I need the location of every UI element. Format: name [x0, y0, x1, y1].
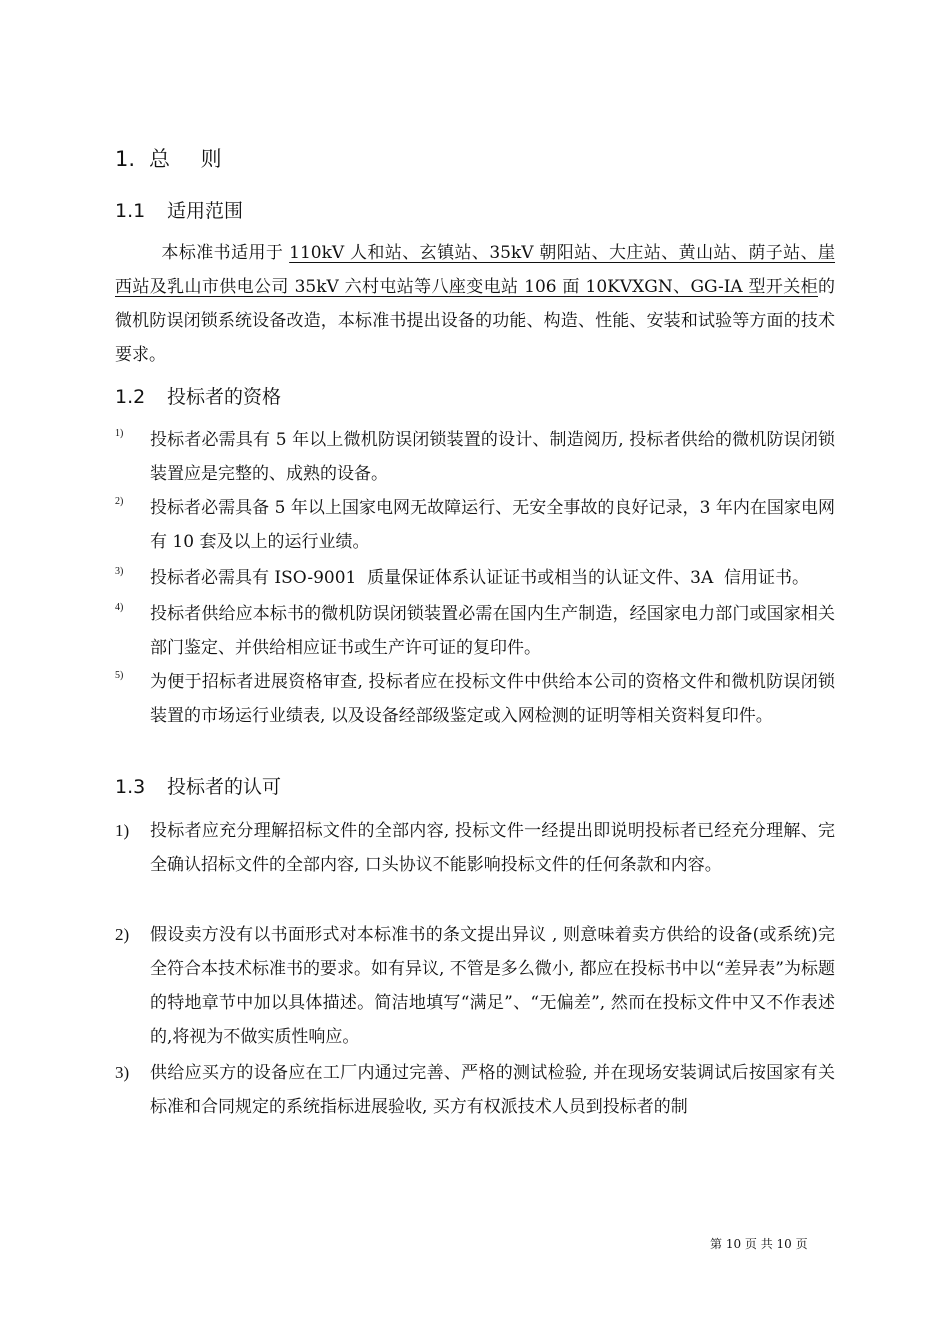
list-marker: 3) [115, 566, 124, 577]
scope-underlined-text: 110kV 人和站、玄镇站、35kV 朝阳站、大庄站、黄山站、荫子站、崖西站及乳山市供电公司 35kV 六村屯站等八座变电站 106 面 10KVXGN、GG-IA 型开关柜 [115, 243, 836, 297]
qualification-item [115, 491, 835, 559]
list-marker: 2) [115, 496, 124, 507]
qualification-item [115, 597, 835, 665]
approval-item [115, 814, 835, 882]
section-number: 1.3 [115, 776, 146, 798]
qualification-item [115, 665, 835, 733]
page-footer: 第 10 页 共 10 页 [710, 1237, 808, 1251]
section-1-3-heading [115, 772, 281, 799]
section-title: 适用范围 [167, 200, 244, 222]
qualification-text: 投标者供给应本标书的微机防误闭锁装置必需在国内生产制造，经国家电力部门或国家相关部门鉴定、并供给相应证书或生产许可证的复印件。 [150, 604, 835, 658]
qualification-item [115, 423, 835, 491]
qualification-text: 投标者必需具备 5 年以上国家电网无故障运行、无安全事故的良好记录，3 年内在国家电网有 10 套及以上的运行业绩。 [150, 498, 835, 552]
list-marker: 1) [115, 821, 130, 840]
approval-item [115, 918, 835, 1054]
list-marker: 3) [115, 1063, 130, 1082]
scope-prefix: 本标准书适用于 [161, 243, 284, 263]
section-number: 1.2 [115, 386, 146, 408]
section-1-1-heading [115, 196, 243, 223]
list-marker: 1) [115, 428, 124, 439]
section-number: 1. [115, 147, 136, 171]
section-1-heading [115, 143, 234, 173]
qualification-text: 投标者必需具有 ISO-9001 质量保证体系认证证书或相当的认证文件、3A 信用证书。 [150, 568, 810, 588]
section-title: 投标者的认可 [167, 776, 282, 798]
scope-suffix: 的微机防误闭锁系统设备改造，本标准书提出设备的功能、构造、性能、安装和试验等方面的技术要求。 [115, 277, 835, 365]
section-title: 投标者的资格 [167, 386, 282, 408]
list-marker: 5) [115, 670, 124, 681]
approval-text: 假设卖方没有以书面形式对本标准书的条文提出异议 , 则意味着卖方供给的设备(或系统)完全符合本技术标准书的要求。如有异议, 不管是多么微小, 都应在投标书中以“差异表”为标题的特地章节中加以具体描述。简洁地填写“满足”、“无偏差”, 然而在投标文件中又不作表述的,将视为不做实质性响应。 [150, 925, 835, 1047]
section-title: 总 则 [149, 147, 234, 171]
list-marker: 4) [115, 602, 124, 613]
section-1-2-heading [115, 382, 281, 409]
list-marker: 2) [115, 925, 130, 944]
qualification-text: 投标者必需具有 5 年以上微机防误闭锁装置的设计、制造阅历, 投标者供给的微机防误闭锁装置应是完整的、成熟的设备。 [150, 430, 835, 484]
approval-item [115, 1056, 835, 1124]
qualification-text: 为便于招标者进展资格审查, 投标者应在投标文件中供给本公司的资格文件和微机防误闭锁装置的市场运行业绩表, 以及设备经部级鉴定或入网检测的证明等相关资料复印件。 [150, 672, 835, 726]
approval-text: 供给应买方的设备应在工厂内通过完善、严格的测试检验, 并在现场安装调试后按国家有关标准和合同规定的系统指标进展验收, 买方有权派技术人员到投标者的制 [150, 1063, 835, 1117]
section-number: 1.1 [115, 200, 146, 222]
approval-text: 投标者应充分理解招标文件的全部内容, 投标文件一经提出即说明投标者已经充分理解、完全确认招标文件的全部内容, 口头协议不能影响投标文件的任何条款和内容。 [150, 821, 835, 875]
qualification-item [115, 561, 835, 595]
scope-paragraph [115, 236, 835, 372]
